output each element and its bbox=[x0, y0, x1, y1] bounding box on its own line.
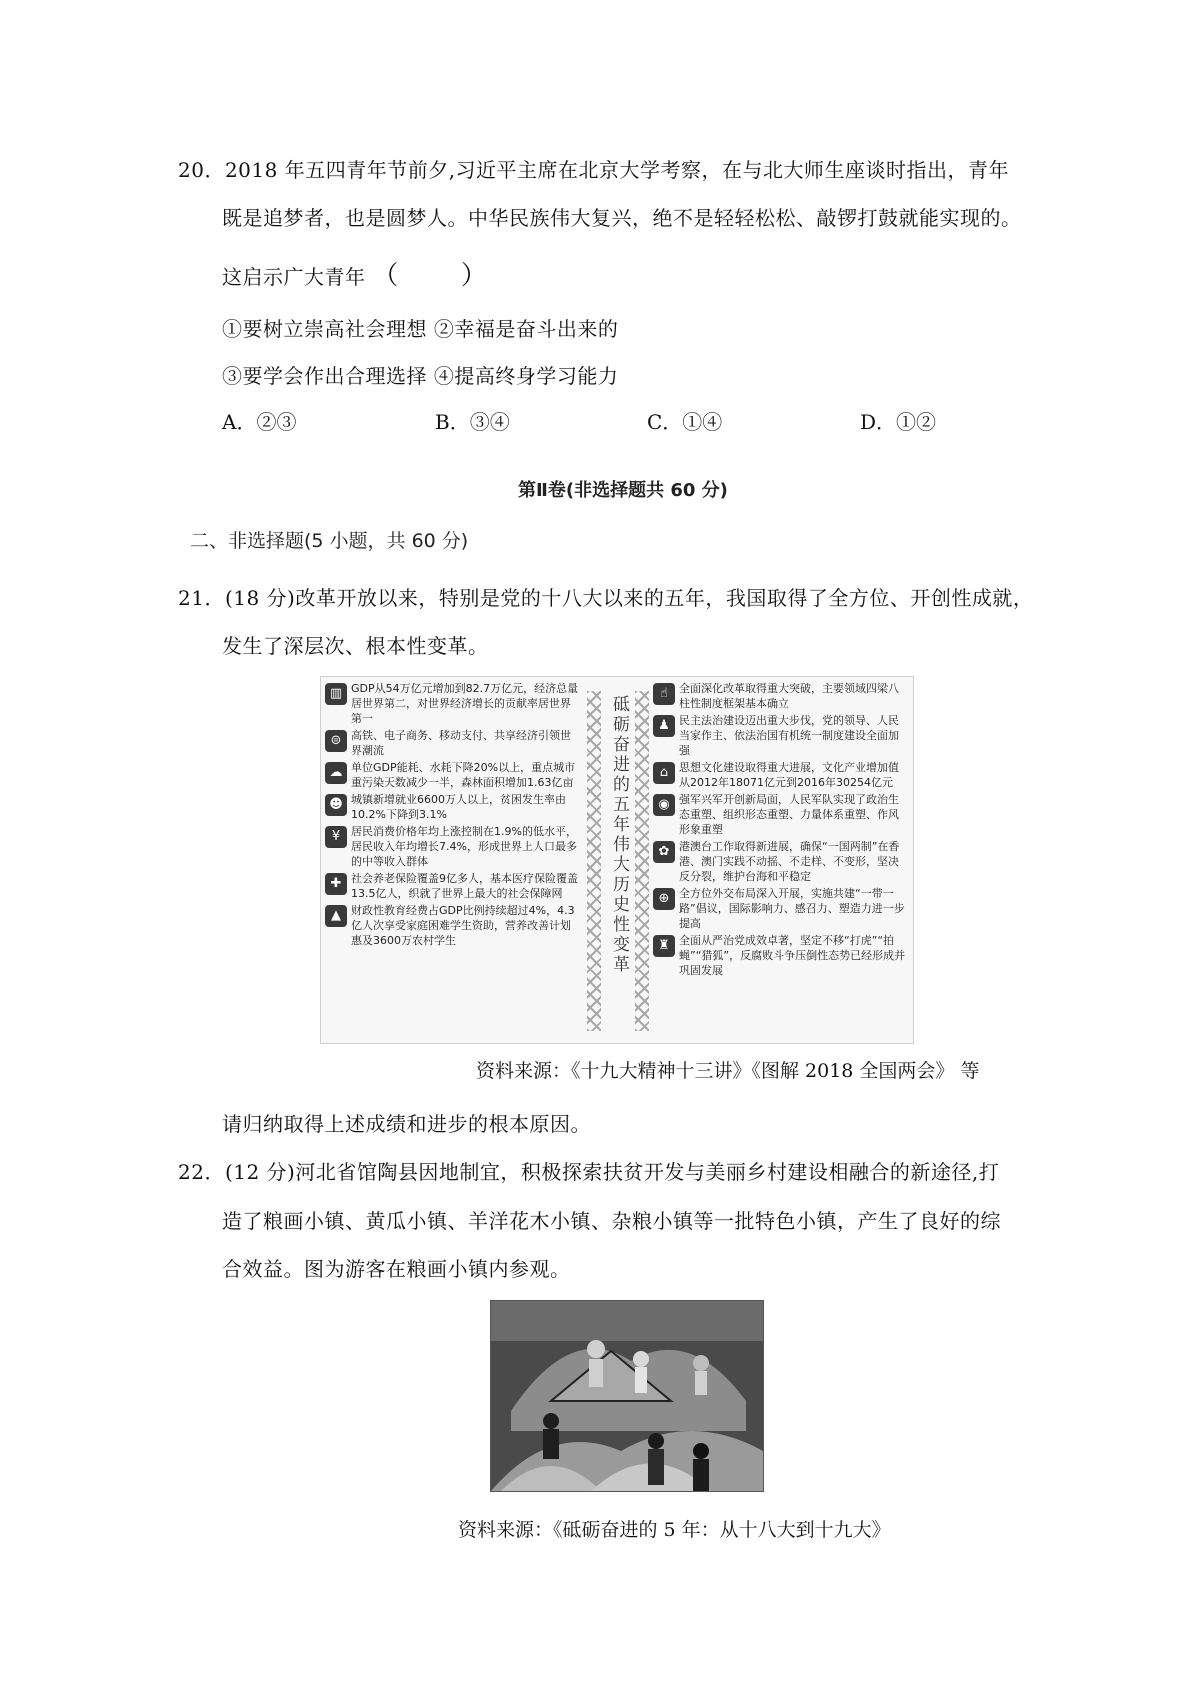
infographic-item-text: 居民消费价格年均上涨控制在1.9%的低水平，居民收入年均增长7.4%，形成世界上人口最多的中等收入群体 bbox=[351, 825, 577, 868]
rail-icon: ⊜ bbox=[325, 730, 347, 752]
infographic-item bbox=[653, 886, 908, 931]
q21-line-2: 发生了深层次、根本性变革。 bbox=[222, 634, 489, 658]
option-d[interactable]: D．①② bbox=[860, 410, 937, 434]
q21-source: 资料来源：《十九大精神十三讲》《图解 2018 全国两会》 等 bbox=[476, 1060, 980, 1082]
section-heading: 二、非选择题(5 小题，共 60 分) bbox=[190, 530, 469, 552]
chevron-band-right bbox=[635, 691, 649, 1031]
infographic-item bbox=[325, 824, 580, 869]
infographic-item bbox=[653, 760, 908, 790]
infographic-left-column bbox=[325, 681, 580, 950]
graduation-cap-icon: ▲ bbox=[325, 905, 347, 927]
bar-chart-icon: ▥ bbox=[325, 683, 347, 705]
infographic-item bbox=[325, 760, 580, 790]
cloud-icon: ☁ bbox=[325, 762, 347, 784]
part-2-title: 第Ⅱ卷(非选择题共 60 分) bbox=[518, 480, 728, 501]
infographic-item-text: 城镇新增就业6600万人以上，贫困发生率由10.2%下降到3.1% bbox=[351, 793, 566, 821]
q20-stem-text: 这启示广大青年 bbox=[222, 265, 366, 289]
infographic-center-title: 砥砺奋进的五年伟大历史性变革 bbox=[609, 695, 629, 975]
q21-line-1: 21．(18 分)改革开放以来，特别是党的十八大以来的五年，我国取得了全方位、开创性成就， bbox=[178, 586, 1034, 610]
q21-question: 请归纳取得上述成绩和进步的根本原因。 bbox=[222, 1112, 591, 1136]
world-icon: ⊕ bbox=[653, 888, 675, 910]
building-icon: ⌂ bbox=[653, 762, 675, 784]
q22-source: 资料来源：《砥砺奋进的 5 年：从十八大到十九大》 bbox=[458, 1519, 891, 1541]
sprout-icon: ✿ bbox=[653, 841, 675, 863]
q20-line-1: 20．2018 年五四青年节前夕,习近平主席在北京大学考察，在与北大师生座谈时指出，青年 bbox=[178, 158, 1010, 182]
q22-line-2: 造了粮画小镇、黄瓜小镇、羊洋花木小镇、杂粮小镇等一批特色小镇，产生了良好的综 bbox=[222, 1209, 1001, 1233]
answer-paren-open: （ bbox=[372, 261, 399, 291]
money-bag-icon: ¥ bbox=[325, 826, 347, 848]
infographic-item-text: 全面从严治党成效卓著，坚定不移“打虎”“拍蝇”“猎狐”，反腐败斗争压倒性态势已经形成并巩固发展 bbox=[679, 934, 906, 977]
infographic-item bbox=[653, 681, 908, 711]
infographic-item-text: 全方位外交布局深入开展，实施共建“一带一路”倡议，国际影响力、感召力、塑造力进一步提高 bbox=[679, 887, 905, 930]
hall-icon: ♜ bbox=[653, 935, 675, 957]
infographic-item bbox=[325, 681, 580, 726]
infographic-item-text: 思想文化建设取得重大进展，文化产业增加值从2012年18071亿元到2016年30254亿元 bbox=[679, 761, 899, 789]
infographic-item bbox=[325, 728, 580, 758]
infographic-item bbox=[325, 871, 580, 901]
infographic-item bbox=[653, 792, 908, 837]
infographic-item bbox=[325, 903, 580, 948]
infographic-right-column bbox=[653, 681, 908, 980]
infographic-item-text: 社会养老保险覆盖9亿多人，基本医疗保险覆盖13.5亿人，织就了世界上最大的社会保障网 bbox=[351, 872, 578, 900]
photo-illustration bbox=[491, 1301, 763, 1491]
q20-line-2: 既是追梦者，也是圆梦人。中华民族伟大复兴，绝不是轻轻松松、敲锣打鼓就能实现的。 bbox=[222, 206, 1022, 230]
group-icon: ♟ bbox=[653, 715, 675, 737]
chevron-band-left bbox=[587, 691, 601, 1031]
infographic-item bbox=[653, 713, 908, 758]
infographic-item bbox=[653, 933, 908, 978]
grain-painting-town-photo bbox=[490, 1300, 764, 1492]
option-b[interactable]: B．③④ bbox=[435, 410, 510, 434]
globe-icon: ◉ bbox=[653, 794, 675, 816]
infographic-center-band bbox=[583, 677, 653, 1043]
infographic-item-text: 高铁、电子商务、移动支付、共享经济引领世界潮流 bbox=[351, 729, 571, 757]
people-icon: ☻ bbox=[325, 794, 347, 816]
infographic-item bbox=[653, 839, 908, 884]
infographic-item-text: 港澳台工作取得新进展，确保“一国两制”在香港、澳门实践不动摇、不走样、不变形，坚决反分裂，维护台海和平稳定 bbox=[679, 840, 900, 883]
q20-statements-1: ①要树立崇高社会理想 ②幸福是奋斗出来的 bbox=[222, 317, 619, 341]
answer-paren-close: ） bbox=[460, 261, 488, 291]
achievements-infographic bbox=[320, 676, 914, 1044]
q20-statements-2: ③要学会作出合理选择 ④提高终身学习能力 bbox=[222, 364, 619, 388]
q22-line-3: 合效益。图为游客在粮画小镇内参观。 bbox=[222, 1257, 571, 1281]
medical-cross-icon: ✚ bbox=[325, 873, 347, 895]
infographic-item-text: 全面深化改革取得重大突破，主要领域四梁八柱性制度框架基本确立 bbox=[679, 682, 899, 710]
infographic-item-text: 民主法治建设迈出重大步伐，党的领导、人民当家作主、依法治国有机统一制度建设全面加强 bbox=[679, 714, 899, 757]
option-c[interactable]: C．①④ bbox=[647, 410, 723, 434]
infographic-item-text: 财政性教育经费占GDP比例持续超过4%，4.3亿人次享受家庭困难学生资助，营养改善计划惠及3600万农村学生 bbox=[351, 904, 575, 947]
option-a[interactable]: A．②③ bbox=[222, 410, 297, 434]
infographic-item-text: 单位GDP能耗、水耗下降20%以上，重点城市重污染天数减少一半，森林面积增加1.63亿亩 bbox=[351, 761, 576, 789]
infographic-item-text: GDP从54万亿元增加到82.7万亿元，经济总量居世界第二，对世界经济增长的贡献率居世界第一 bbox=[351, 682, 579, 725]
q20-stem-prompt bbox=[222, 262, 487, 291]
infographic-item-text: 强军兴军开创新局面，人民军队实现了政治生态重塑、组织形态重塑、力量体系重塑、作风形象重塑 bbox=[679, 793, 899, 836]
infographic-item bbox=[325, 792, 580, 822]
q22-line-1: 22．(12 分)河北省馆陶县因地制宜，积极探索扶贫开发与美丽乡村建设相融合的新途径,打 bbox=[178, 1160, 1000, 1184]
thumbs-up-icon: ☝ bbox=[653, 683, 675, 705]
